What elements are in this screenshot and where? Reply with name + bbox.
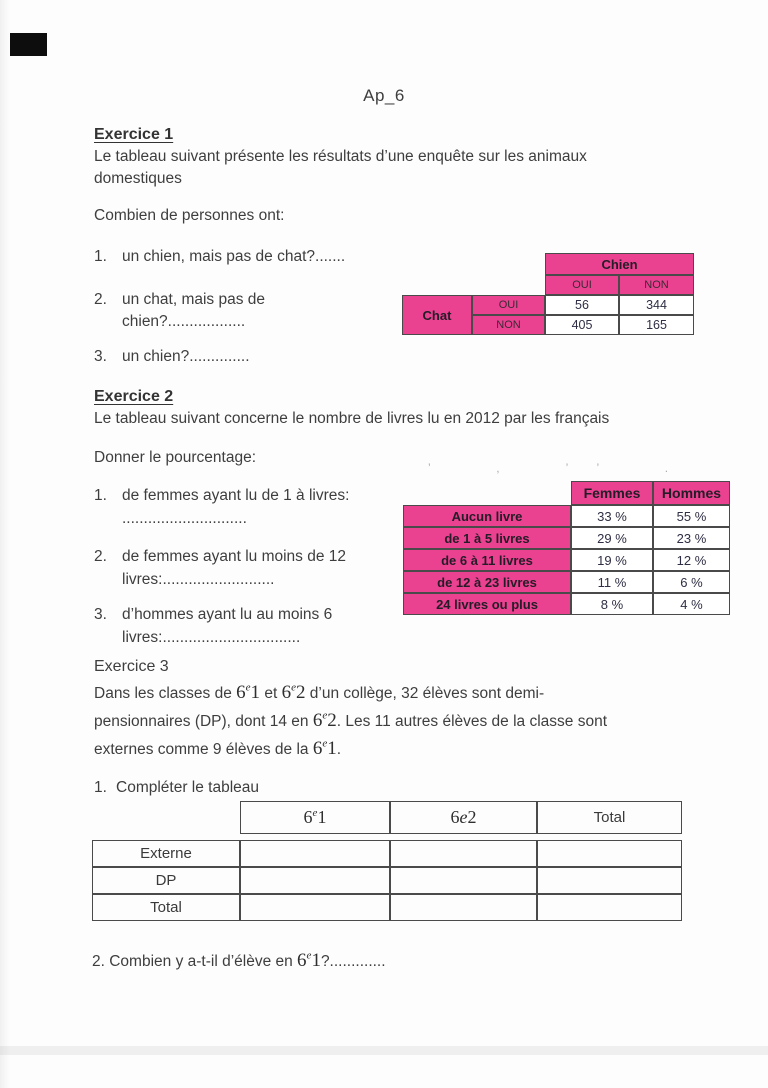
books-table-value: 29 % — [571, 527, 653, 549]
math-index: 1 — [250, 682, 261, 703]
math-base: 6 — [303, 807, 313, 827]
books-table-value: 8 % — [571, 593, 653, 615]
question-number: 1. — [94, 487, 107, 504]
exercise1-question-3 — [94, 348, 250, 366]
page-title: Ap_6 — [363, 86, 405, 105]
text-segment: Dans les classes de — [94, 685, 237, 702]
math-index: 2 — [327, 710, 337, 731]
pets-table-value-oui-non: 344 — [619, 295, 694, 315]
exercise3-paragraph-line1 — [94, 682, 544, 704]
question-text: un chien?.............. — [122, 348, 250, 365]
question-number: 1. — [94, 779, 107, 796]
books-table-value: 12 % — [653, 549, 730, 571]
exercise1-prompt: Combien de personnes ont: — [94, 207, 285, 224]
math-exponent: e — [291, 681, 296, 694]
exercise1-question-2 — [94, 291, 265, 309]
exercise2-question-3-line2: livres:................................ — [122, 629, 301, 646]
exercise2-intro: Le tableau suivant concerne le nombre de livres lu en 2012 par les français — [94, 410, 610, 427]
classes-table-empty-cell — [390, 840, 537, 867]
exercise2-question-2 — [94, 548, 346, 566]
math-exponent: e — [322, 709, 328, 722]
math-index: 1 — [311, 950, 321, 971]
math-exponent: e — [306, 949, 312, 962]
books-table-value: 19 % — [571, 549, 653, 571]
books-table-value: 55 % — [653, 505, 730, 527]
scan-edge-shadow — [0, 1046, 768, 1055]
pets-table-value-non-non: 165 — [619, 315, 694, 335]
exercise2-heading: Exercice 2 — [94, 388, 174, 405]
math-base: 6 — [450, 807, 460, 827]
math-exponent: e — [245, 681, 251, 694]
math-6e1 — [313, 738, 337, 759]
math-base: 6 — [312, 710, 323, 731]
classes-table-row-dp: DP — [92, 867, 240, 894]
classes-table-empty-cell — [390, 894, 537, 921]
books-table — [403, 481, 730, 615]
classes-table-col-6e2 — [390, 801, 537, 834]
books-table-value: 23 % — [653, 527, 730, 549]
math-exponent: e — [322, 737, 328, 750]
exercise2-question-3 — [94, 606, 332, 624]
text-segment: et — [260, 685, 282, 702]
exercise1-question-1 — [94, 248, 345, 266]
pets-table — [402, 253, 694, 335]
math-6e2 — [451, 807, 477, 828]
books-table-col-femmes: Femmes — [571, 481, 653, 505]
question-number: 2. — [94, 548, 107, 565]
math-6e1 — [297, 950, 321, 971]
math-6e1 — [236, 682, 260, 703]
exercise3-question-1 — [94, 779, 259, 797]
exercise1-intro-line2: domestiques — [94, 170, 182, 187]
math-index: 2 — [295, 682, 306, 703]
math-e: e — [459, 807, 468, 827]
text-segment: ?............. — [320, 953, 386, 970]
classes-table-row-externe: Externe — [92, 840, 240, 867]
scan-artifact-mark — [10, 33, 47, 56]
books-table-row-label: de 6 à 11 livres — [403, 549, 571, 571]
books-table-value: 4 % — [653, 593, 730, 615]
exercise1-intro-line1: Le tableau suivant présente les résultats d’une enquête sur les animaux — [94, 148, 587, 165]
classes-table-header — [240, 801, 682, 834]
books-table-row-label: de 12 à 23 livres — [403, 571, 571, 593]
exercise2-prompt: Donner le pourcentage: — [94, 449, 257, 466]
classes-table-col-6e1 — [240, 801, 390, 834]
question-text: d’hommes ayant lu au moins 6 — [122, 606, 333, 623]
classes-table-empty-cell — [537, 894, 682, 921]
books-table-row-label: de 1 à 5 livres — [403, 527, 571, 549]
classes-table-empty-cell — [537, 840, 682, 867]
classes-table-empty-cell — [537, 867, 682, 894]
pets-table-rowgroup-chat: Chat — [402, 295, 472, 335]
question-number: 1. — [94, 248, 107, 265]
question-text: un chat, mais pas de — [122, 291, 266, 308]
math-exponent: e — [312, 807, 318, 819]
math-index: 1 — [327, 738, 337, 759]
math-base: 6 — [312, 738, 323, 759]
question-text: de femmes ayant lu de 1 à livres: — [122, 487, 350, 504]
exercise2-question-1-line2: ............................. — [122, 510, 247, 527]
pets-table-value-oui-oui: 56 — [545, 295, 619, 315]
math-base: 6 — [236, 682, 246, 703]
question-text: un chien, mais pas de chat?....... — [122, 248, 346, 265]
exercise1-heading: Exercice 1 — [94, 126, 174, 143]
pets-table-col-oui: OUI — [545, 275, 619, 295]
question-text: de femmes ayant lu moins de 12 — [122, 548, 347, 565]
pets-table-value-non-oui: 405 — [545, 315, 619, 335]
pets-table-col-non: NON — [619, 275, 694, 295]
books-table-row-label: Aucun livre — [403, 505, 571, 527]
classes-table-body — [92, 840, 682, 921]
books-table-value: 6 % — [653, 571, 730, 593]
pets-table-colgroup-chien: Chien — [545, 253, 694, 275]
classes-table-col-total: Total — [537, 801, 682, 834]
exercise3-paragraph-line3 — [94, 738, 341, 760]
exercise3-paragraph-line2 — [94, 710, 607, 732]
math-base: 6 — [281, 682, 292, 703]
books-table-corner — [403, 481, 571, 505]
text-segment: externes comme 9 élèves de la — [94, 741, 313, 758]
books-table-value: 11 % — [571, 571, 653, 593]
text-segment: d’un collège, 32 élèves sont demi- — [305, 685, 545, 702]
classes-table-empty-cell — [240, 840, 390, 867]
text-segment: . — [336, 741, 342, 758]
books-table-row-label: 24 livres ou plus — [403, 593, 571, 615]
math-base: 6 — [297, 950, 307, 971]
exercise3-heading: Exercice 3 — [94, 658, 169, 675]
question-number: 2. — [94, 291, 107, 308]
text-segment: . Les 11 autres élèves de la classe sont — [336, 713, 608, 730]
question-text: Compléter le tableau — [116, 779, 260, 796]
text-segment: pensionnaires (DP), dont 14 en — [94, 713, 313, 730]
exercise3-question-2 — [92, 950, 386, 972]
classes-table-empty-cell — [390, 867, 537, 894]
pets-table-row-non: NON — [472, 315, 545, 335]
exercise1-question-2-line2: chien?.................. — [122, 313, 246, 330]
question-number: 3. — [94, 606, 107, 623]
pets-table-row-oui: OUI — [472, 295, 545, 315]
scan-artifact-marks: ’ , ’ ’ . — [428, 461, 671, 475]
text-segment: 2. Combien y a-t-il d’élève en — [92, 953, 298, 970]
exercise2-question-1 — [94, 487, 349, 505]
math-6e2 — [282, 682, 306, 703]
books-table-value: 33 % — [571, 505, 653, 527]
math-index: 2 — [467, 807, 477, 827]
classes-table-row-total: Total — [92, 894, 240, 921]
question-number: 3. — [94, 348, 107, 365]
classes-table-empty-cell — [240, 894, 390, 921]
math-6e1 — [304, 807, 327, 828]
classes-table-empty-cell — [240, 867, 390, 894]
math-index: 1 — [317, 807, 327, 827]
books-table-col-hommes: Hommes — [653, 481, 730, 505]
exercise2-question-2-line2: livres:.......................... — [122, 571, 275, 588]
math-6e2 — [313, 710, 337, 731]
